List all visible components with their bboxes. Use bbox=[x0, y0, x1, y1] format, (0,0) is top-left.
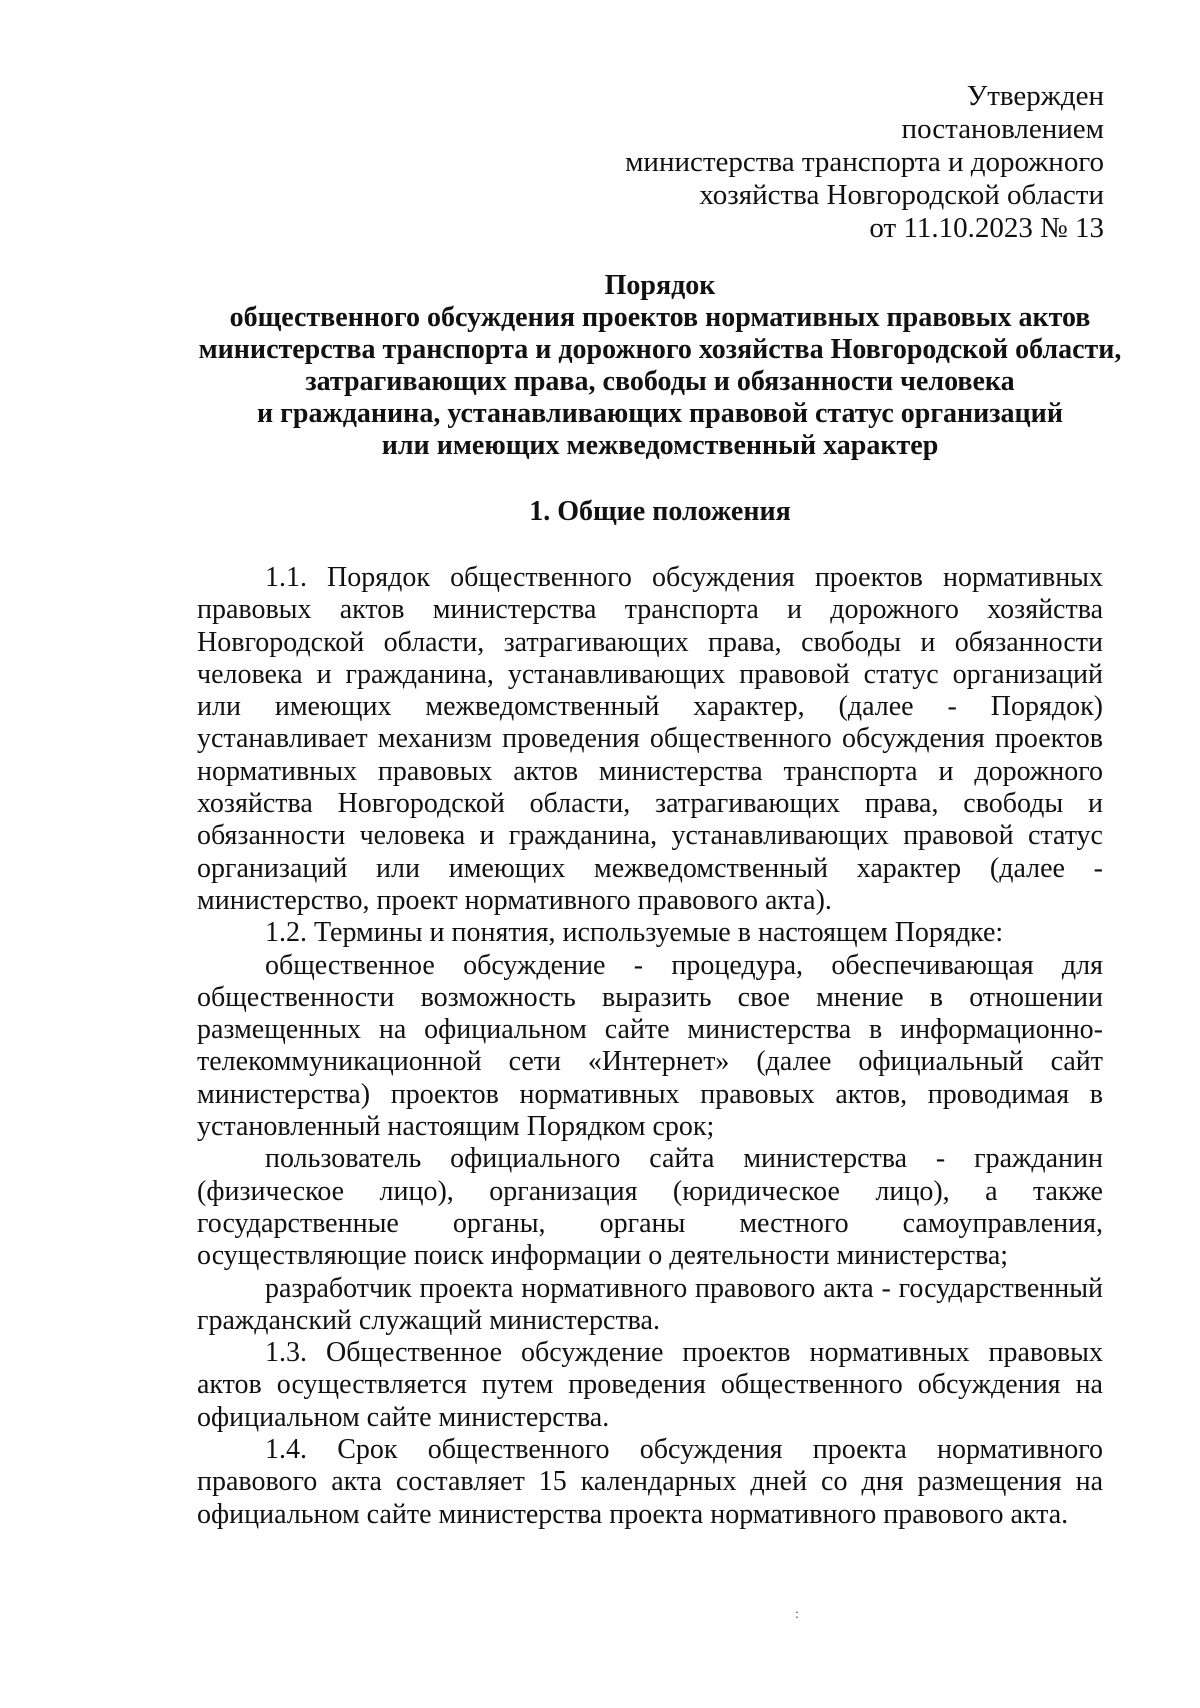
document-title bbox=[160, 270, 1160, 462]
definition-public-discussion: общественное обсуждение - процедура, обеспечивающая для общественности возможность выразить свое мнение в отношении размещенных на официальном сайте министерства в информационно-телекоммуникационной сети «Интернет» (далее официальный сайт министерства) проектов нормативных правовых актов, проводимая в установленный настоящим Порядком срок; bbox=[197, 949, 1103, 1143]
section-heading: 1. Общие положения bbox=[529, 496, 791, 527]
definition-site-user: пользователь официального сайта министерства - гражданин (физическое лицо), организация (юридическое лицо), а также государственные органы, органы местного самоуправления, осуществляющие поиск информации о деятельности министерства; bbox=[197, 1143, 1103, 1272]
title-line: затрагивающих права, свободы и обязанности человека bbox=[305, 366, 1015, 397]
approval-date-number: от 11.10.2023 № 13 bbox=[869, 212, 1104, 244]
section-body bbox=[197, 562, 1103, 1531]
approval-line: министерства транспорта и дорожного bbox=[625, 146, 1104, 178]
title-line: Порядок bbox=[604, 270, 716, 301]
title-line: и гражданина, устанавливающих правовой статус организаций bbox=[257, 398, 1063, 429]
paragraph-1-1: 1.1. Порядок общественного обсуждения проектов нормативных правовых актов министерства транспорта и дорожного хозяйства Новгородской области, затрагивающих права, свободы и обязанности человека и гражданина, устанавливающих правовой статус организаций или имеющих межведомственный характер, (далее - Порядок) устанавливает механизм проведения общественного обсуждения проектов нормативных правовых актов министерства транспорта и дорожного хозяйства Новгородской области, затрагивающих права, свободы и обязанности человека и гражданина, устанавливающих правовой статус организаций или имеющих межведомственный характер (далее - министерство, проект нормативного правового акта). bbox=[197, 562, 1103, 916]
approval-line: Утвержден bbox=[966, 80, 1104, 112]
paragraph-1-2: 1.2. Термины и понятия, используемые в настоящем Порядке: bbox=[265, 917, 1004, 949]
paragraph-1-4: 1.4. Срок общественного обсуждения проекта нормативного правового акта составляет 15 календарных дней со дня размещения на официальном сайте министерства проекта нормативного правового акта. bbox=[197, 1434, 1103, 1530]
approval-line: постановлением bbox=[901, 113, 1104, 145]
definition-developer: разработчик проекта нормативного правового акта - государственный гражданский служащий министерства. bbox=[197, 1272, 1103, 1336]
approval-stamp bbox=[625, 80, 1104, 245]
title-line: общественного обсуждения проектов нормативных правовых актов bbox=[229, 302, 1091, 333]
title-line: или имеющих межведомственный характер bbox=[381, 430, 939, 461]
paragraph-1-3: 1.3. Общественное обсуждение проектов нормативных правовых актов осуществляется путем проведения общественного обсуждения на официальном сайте министерства. bbox=[197, 1337, 1103, 1433]
title-line: министерства транспорта и дорожного хозяйства Новгородской области, bbox=[198, 334, 1122, 365]
scan-artifact-mark: : bbox=[795, 1607, 799, 1622]
approval-line: хозяйства Новгородской области bbox=[699, 179, 1104, 211]
